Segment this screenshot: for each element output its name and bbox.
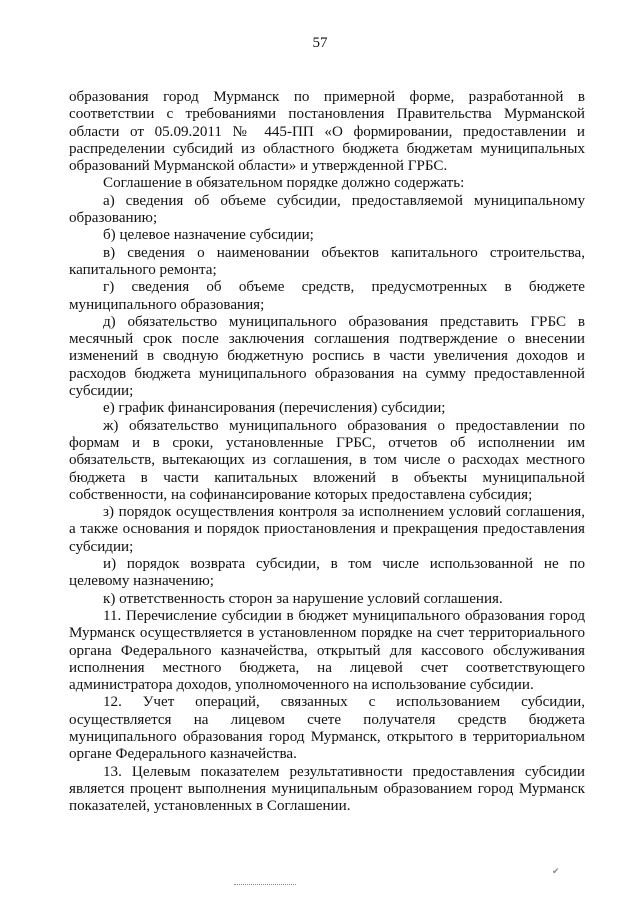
paragraph-agreement-contents: Соглашение в обязательном порядке должно содержать: [103, 175, 465, 192]
scan-mark: ✔ [552, 866, 560, 876]
document-body [69, 89, 585, 815]
clause-12: 12. Учет операций, связанных с использованием субсидии, осуществляется на лицевом счете получателя средств бюджета муниципального образования город Мурманск, открытого в территориальном органе Федерального казначейства. [69, 694, 585, 763]
list-item-g: г) сведения об объеме средств, предусмотренных в бюджете муниципального образования; [69, 279, 585, 313]
footer-divider [234, 884, 296, 885]
page-number: 57 [312, 35, 328, 51]
clause-13: 13. Целевым показателем результативности предоставления субсидии является процент выполнения муниципальным образованием город Мурманск показателей, установленных в Соглашении. [69, 763, 585, 815]
list-item-zh: ж) обязательство муниципального образования о предоставлении по формам и в сроки, установленные ГРБС, отчетов об исполнении им обязательств, вытекающих из соглашения, в том числе о расходах местного бюджета в части капитальных вложений в объекты муниципальной собственности, на софинансирование которых предоставлена субсидия; [69, 417, 585, 503]
clause-11: 11. Перечисление субсидии в бюджет муниципального образования город Мурманск осуществляется в установленном порядке на счет территориального органа Федерального казначейства, открытый для кассового обслуживания исполнения местного бюджета, на лицевой счет соответствующего администратора доходов, уполномоченного на использование субсидии. [69, 607, 585, 694]
list-item-v: в) сведения о наименовании объектов капитального строительства, капитального ремонта; [69, 244, 585, 278]
list-item-k: к) ответственность сторон за нарушение условий соглашения. [103, 590, 503, 607]
list-item-i: и) порядок возврата субсидии, в том числе использованной не по целевому назначению; [69, 556, 585, 590]
list-item-e: е) график финансирования (перечисления) субсидии; [103, 400, 446, 417]
paragraph-intro-continuation: образования город Мурманск по примерной форме, разработанной в соответствии с требованиями постановления Правительства Мурманской области от 05.09.2011 № 445-ПП «О формировании, предоставлении и распределении субсидий из областного бюджета бюджетам муниципальных образований Мурманской области» и утвержденной ГРБС. [69, 89, 585, 175]
list-item-d: д) обязательство муниципального образования представить ГРБС в месячный срок после заключения соглашения подтверждение о внесении изменений в сводную бюджетную роспись в части увеличения доходов и расходов бюджета муниципального образования на сумму предоставленной субсидии; [69, 313, 585, 400]
list-item-b: б) целевое назначение субсидии; [103, 227, 314, 244]
list-item-z: з) порядок осуществления контроля за исполнением условий соглашения, а также основания и порядок приостановления и прекращения предоставления субсидии; [69, 504, 585, 555]
list-item-a: а) сведения об объеме субсидии, предоставляемой муниципальному образованию; [69, 192, 585, 227]
